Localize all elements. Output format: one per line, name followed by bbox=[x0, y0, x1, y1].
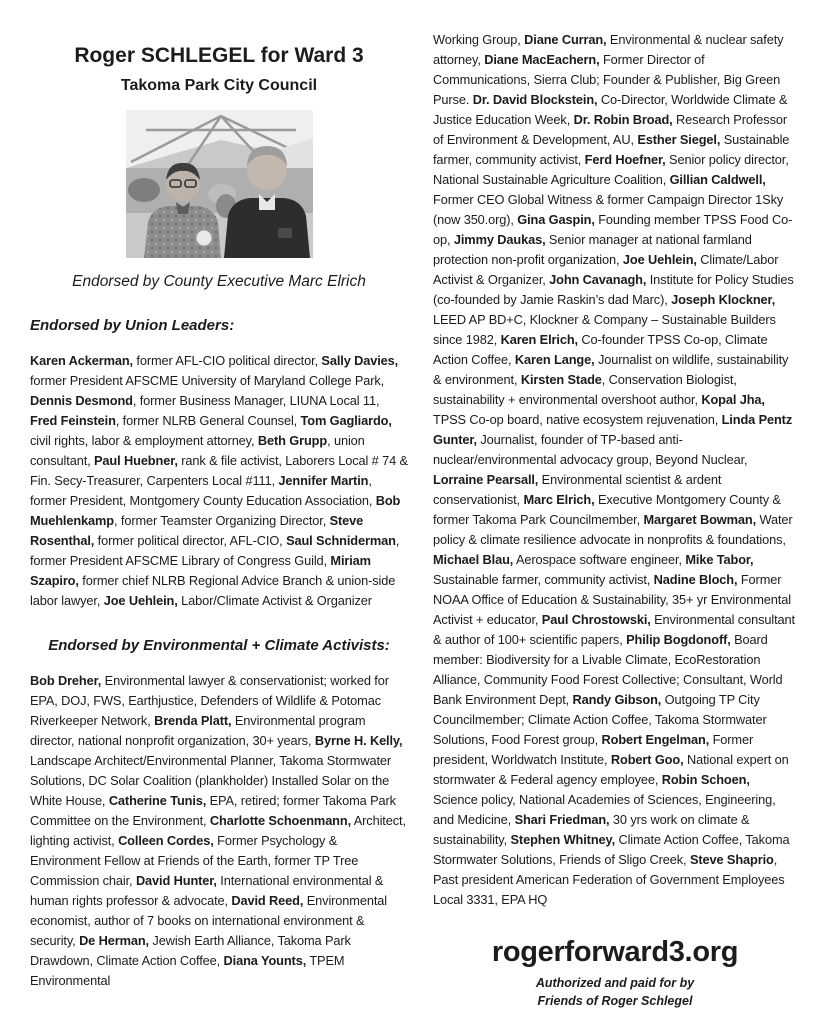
environment-endorsements-paragraph-right: Working Group, Diane Curran, Environmental & nuclear safety attorney, Diane MacEachern, Former Director of Communications, Sierra Club; Founder & Publisher, Big Green Purse. Dr. David Blockstein, Co-Director, Worldwide Climate & Justice Education Week, Dr. Robin Broad, Research Professor of Environment & Development, AU, Esther Siegel, Sustainable farmer, community activist, Ferd Hoefner, Senior policy director, National Sustainable Agriculture Coalition, Gillian Caldwell, Former CEO Global Witness & former Campaign Director 1Sky (now 350.org), Gina Gaspin, Founding member TPSS Food Co-op, Jimmy Daukas, Senior manager at national farmland protection non-profit organization, Joe Uehlein, Climate/Labor Activist & Organizer, John Cavanagh, Institute for Policy Studies (co-founded by Jamie Raskin’s dad Marc), Joseph Klockner, LEED AP BD+C, Klockner & Company – Sustainable Builders since 1982, Karen Elrich, Co-founder TPSS Co-op, Climate Action Coffee, Karen Lange, Journalist on wildlife, sustainability & environment, Kirsten Stade, Conservation Biologist, sustainability + environmental overshoot author, Kopal Jha, TPSS Co-op board, native ecosystem rejuvenation, Linda Pentz Gunter, Journalist, founder of TP-based anti-nuclear/environmental advocacy group, Beyond Nuclear, Lorraine Pearsall, Environmental scientist & ardent conservationist, Marc Elrich, Executive Montgomery County & former Takoma Park Councilmember, Margaret Bowman, Water policy & climate resilience advocate in nonprofits & foundations, Michael Blau, Aerospace software engineer, Mike Tabor, Sustainable farmer, community activist, Nadine Bloch, Former NOAA Office of Education & Sustainability, 35+ yr Environmental Activist + educator, Paul Chrostowski, Environmental consultant & author of 100+ scientific papers, Philip Bogdonoff, Board member: Biodiversity for a Livable Climate, EcoRestoration Alliance, Community Food Forest Collective; Consultant, World Bank Environment Dept, Randy Gibson, Outgoing TP City Councilmember; Climate Action Coffee, Takoma Stormwater Solutions, Food Forest group, Robert Engelman, Former president, Worldwatch Institute, Robert Goo, National expert on stormwater & Federal agency employee, Robin Schoen, Science policy, National Academies of Sciences, Engineering, and Medicine, Shari Friedman, 30 yrs work on climate & sustainability, Stephen Whitney, Climate Action Coffee, Takoma Stormwater Solutions, Friends of Sligo Creek, Steve Shaprio, Past president American Federation of Government Employees Local 3331, EPA HQ bbox=[433, 32, 795, 907]
authorization-line-1: Authorized and paid for by bbox=[535, 976, 695, 990]
photo-caption: Endorsed by County Executive Marc Elrich bbox=[72, 273, 366, 290]
page-subtitle: Takoma Park City Council bbox=[120, 77, 318, 94]
campaign-website: rogerforward3.org bbox=[491, 936, 739, 968]
environment-endorsements-paragraph-left: Bob Dreher, Environmental lawyer & conservationist; worked for EPA, DOJ, FWS, Earthjustice, Defenders of Wildlife & Potomac Riverkeeper Network, Brenda Platt, Environmental program director, national nonprofit organization, 30+ years, Byrne H. Kelly, Landscape Architect/Environmental Planner, Takoma Stormwater Solutions, DC Solar Coalition (plankholder) Installed Solar on the White House, Catherine Tunis, EPA, retired; former Takoma Park Committee on the Environment, Charlotte Schoenmann, Architect, lighting activist, Colleen Cordes, Former Psychology & Environment Fellow at Friends of the Earth, former TP Tree Commission chair, David Hunter, International environmental & human rights professor & advocate, David Reed, Environmental economist, author of 7 books on international environment & security, De Herman, Jewish Earth Alliance, Takoma Park Drawdown, Climate Action Coffee, Diana Younts, TPEM Environmental bbox=[30, 673, 406, 988]
union-section-heading: Endorsed by Union Leaders: bbox=[30, 317, 235, 334]
authorization-line-2: Friends of Roger Schlegel bbox=[537, 993, 693, 1008]
environment-section-heading: Endorsed by Environmental + Climate Activists: bbox=[48, 637, 390, 654]
right-column bbox=[433, 30, 797, 1010]
candidate-photo bbox=[126, 110, 313, 258]
left-column bbox=[30, 44, 408, 991]
candidate-photo-illustration bbox=[126, 110, 313, 258]
authorization-notice bbox=[433, 975, 797, 1010]
footer bbox=[433, 936, 797, 1010]
page-title: Roger SCHLEGEL for Ward 3 bbox=[74, 44, 364, 67]
union-endorsements-paragraph: Karen Ackerman, former AFL-CIO political director, Sally Davies, former President AFSCME University of Maryland College Park, Dennis Desmond, former Business Manager, LIUNA Local 11, Fred Feinstein, former NLRB General Counsel, Tom Gagliardo, civil rights, labor & employment attorney, Beth Grupp, union consultant, Paul Huebner, rank & file activist, Laborers Local # 74 & Fin. Secy-Treasurer, Carpenters Local #111, Jennifer Martin, former President, Montgomery County Education Association, Bob Muehlenkamp, former Teamster Organizing Director, Steve Rosenthal, former political director, AFL-CIO, Saul Schniderman, former President AFSCME Library of Congress Guild, Miriam Szapiro, former chief NLRB Regional Advice Branch & union-side labor lawyer, Joe Uehlein, Labor/Climate Activist & Organizer bbox=[30, 353, 408, 608]
